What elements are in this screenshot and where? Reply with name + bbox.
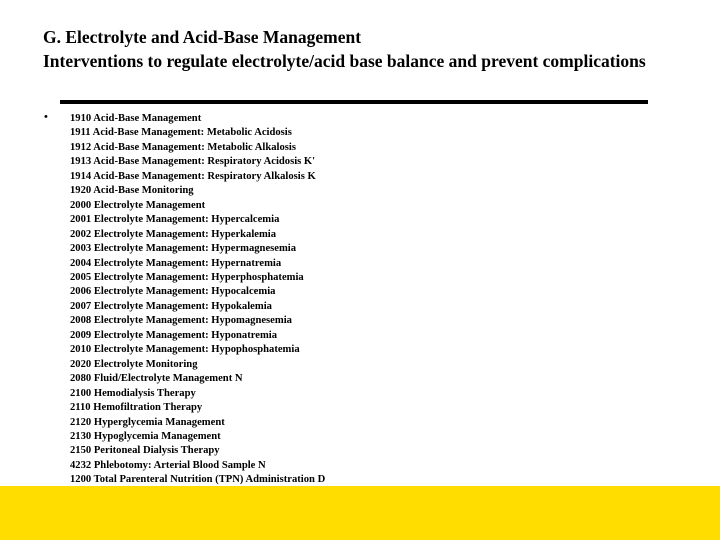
list-item: 2006 Electrolyte Management: Hypocalcemia [70,286,276,298]
list-item: 1913 Acid-Base Management: Respiratory Acidosis K' [70,156,316,168]
list-item: 1920 Acid-Base Monitoring [70,185,194,197]
intervention-list [70,112,670,488]
list-item: 2120 Hyperglycemia Management [70,416,225,428]
list-item: 2007 Electrolyte Management: Hypokalemia [70,300,272,312]
list-item: 4232 Phlebotomy: Arterial Blood Sample N [70,459,266,471]
list-item: 2100 Hemodialysis Therapy [70,387,196,399]
list-item: 2001 Electrolyte Management: Hypercalcemia [70,214,280,226]
list-item: 1911 Acid-Base Management: Metabolic Acidosis [70,127,292,139]
list-item: 2003 Electrolyte Management: Hypermagnesemia [70,243,297,255]
slide-title-line1: G. Electrolyte and Acid-Base Management [43,27,362,47]
list-item: 1914 Acid-Base Management: Respiratory Alkalosis K [70,170,316,182]
list-item: 2080 Fluid/Electrolyte Management N [70,373,243,385]
list-item: 2005 Electrolyte Management: Hyperphosphatemia [70,271,304,283]
list-item: 2110 Hemofiltration Therapy [70,402,203,414]
list-item: 1912 Acid-Base Management: Metabolic Alkalosis [70,141,296,153]
slide-title-line2: Interventions to regulate electrolyte/acid base balance and prevent complications [43,51,646,71]
list-item: 2004 Electrolyte Management: Hypernatremia [70,257,282,269]
list-item: 2000 Electrolyte Management [70,199,206,211]
list-item: 2150 Peritoneal Dialysis Therapy [70,445,220,457]
list-item: 2008 Electrolyte Management: Hypomagnesemia [70,315,292,327]
list-item: 2010 Electrolyte Management: Hypophosphatemia [70,344,300,356]
slide-title [43,25,703,73]
bullet-marker: • [44,111,48,123]
list-item: 1910 Acid-Base Management [70,113,202,124]
list-item: 2020 Electrolyte Monitoring [70,358,198,370]
list-item: 2130 Hypoglycemia Management [70,430,221,442]
list-item: 2002 Electrolyte Management: Hyperkalemia [70,228,277,240]
footer-accent-bar [0,486,720,540]
list-item: 2009 Electrolyte Management: Hyponatremia [70,329,278,341]
title-divider [60,100,648,104]
list-item: 1200 Total Parenteral Nutrition (TPN) Administration D [70,474,326,486]
